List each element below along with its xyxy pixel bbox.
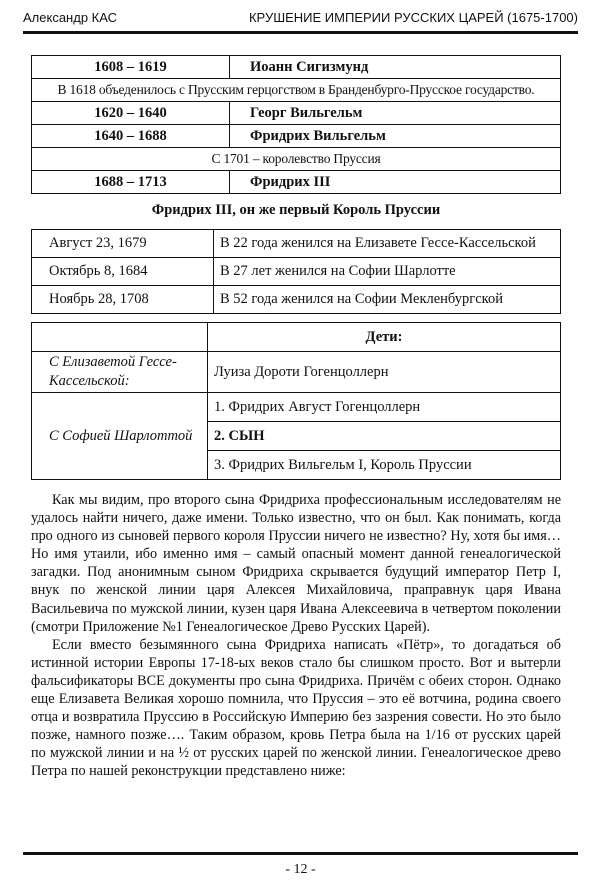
ruler-years: 1640 – 1688 [32, 125, 230, 148]
footer-divider [23, 852, 578, 855]
rulers-table [31, 55, 561, 194]
header-book-title: КРУШЕНИЕ ИМПЕРИИ РУССКИХ ЦАРЕЙ (1675-1700) [248, 9, 578, 25]
ruler-note: С 1701 – королевство Пруссия [32, 148, 561, 171]
ruler-name: Георг Вильгельм [230, 102, 561, 125]
empty-cell [32, 323, 208, 352]
table-row [32, 171, 561, 194]
header-author: Александр КАС [23, 9, 118, 25]
table-row [32, 393, 561, 422]
children-table [31, 322, 561, 480]
marriage-date: Август 23, 1679 [32, 230, 214, 258]
paragraph: Если вместо безымянного сына Фридриха написать «Пётр», то догадаться об истинной истории Европы 17-18-ых веков стало бы слишком просто. Вот и вытерли фальсификаторы ВСЕ документы про сына Фридриха. Причём с обеих сторон. Однако еще Елизавета Великая хорошо помнила, что Пруссия – это её вотчина, родина своего отца и возвратила Пруссию в Российскую Империю без зазрения совести. Но это было позже, намного позже…. Таким образом, кровь Петра была на 1/16 от русских царей по мужской линии и на ½ от русских царей по женской линии. Генеалогическое древо Петра по нашей реконструкции представлено ниже: [31, 636, 561, 780]
mother-cell: С Софией Шарлоттой [32, 393, 208, 480]
table-row [32, 323, 561, 352]
ruler-note: В 1618 объеденилось с Прусским герцогством в Бранденбурго-Прусское государство. [32, 79, 561, 102]
children-header: Дети: [208, 323, 561, 352]
child-name: 2. СЫН [208, 422, 561, 451]
table-row [32, 258, 561, 286]
table-row [32, 102, 561, 125]
paragraph: Как мы видим, про второго сына Фридриха профессиональным исследователям не удалось найти ничего, даже имени. Только известно, что он был. Как понимать, когда про одного из сыновей первого короля Пруссии ничего не известно? Ну, хотя бы имя… Но имя утаили, ибо именно имя – самый опасный момент данной генеалогической загадки. Под анонимным сыном Фридриха скрывается будущий император Петр I, внук по женской линии царя Алексея Михайловича, праправнук царя Ивана Васильевича по мужской линии, кузен царя Ивана Алексеевича в четвертом поколении (смотри Приложение №1 Генеалогическое Древо Русских Царей). [31, 492, 561, 635]
table-row [32, 352, 561, 393]
page-header [23, 6, 578, 28]
ruler-name: Фридрих Вильгельм [230, 125, 561, 148]
marriage-date: Ноябрь 28, 1708 [32, 286, 214, 314]
table-row [32, 148, 561, 171]
page-number: - 12 - [285, 862, 316, 877]
table-row [32, 125, 561, 148]
section-subtitle: Фридрих III, он же первый Король Пруссии [151, 202, 441, 218]
table-row [32, 79, 561, 102]
ruler-years: 1620 – 1640 [32, 102, 230, 125]
mother-cell: С Елизаветой Гессе-Кассельской: [32, 352, 208, 393]
header-divider [23, 31, 578, 34]
marriages-table [31, 229, 561, 314]
ruler-name: Иоанн Сигизмунд [230, 56, 561, 79]
ruler-name: Фридрих III [230, 171, 561, 194]
table-row [32, 230, 561, 258]
child-name: Луиза Дороти Гогенцоллерн [208, 352, 561, 393]
body-text [31, 491, 561, 781]
child-name: 1. Фридрих Август Гогенцоллерн [208, 393, 561, 422]
marriage-event: В 27 лет женился на Софии Шарлотте [214, 258, 561, 286]
ruler-years: 1608 – 1619 [32, 56, 230, 79]
marriage-event: В 22 года женился на Елизавете Гессе-Кассельской [214, 230, 561, 258]
marriage-event: В 52 года женился на Софии Мекленбургской [214, 286, 561, 314]
table-row [32, 56, 561, 79]
child-name: 3. Фридрих Вильгельм I, Король Пруссии [208, 451, 561, 480]
marriage-date: Октябрь 8, 1684 [32, 258, 214, 286]
table-row [32, 286, 561, 314]
ruler-years: 1688 – 1713 [32, 171, 230, 194]
